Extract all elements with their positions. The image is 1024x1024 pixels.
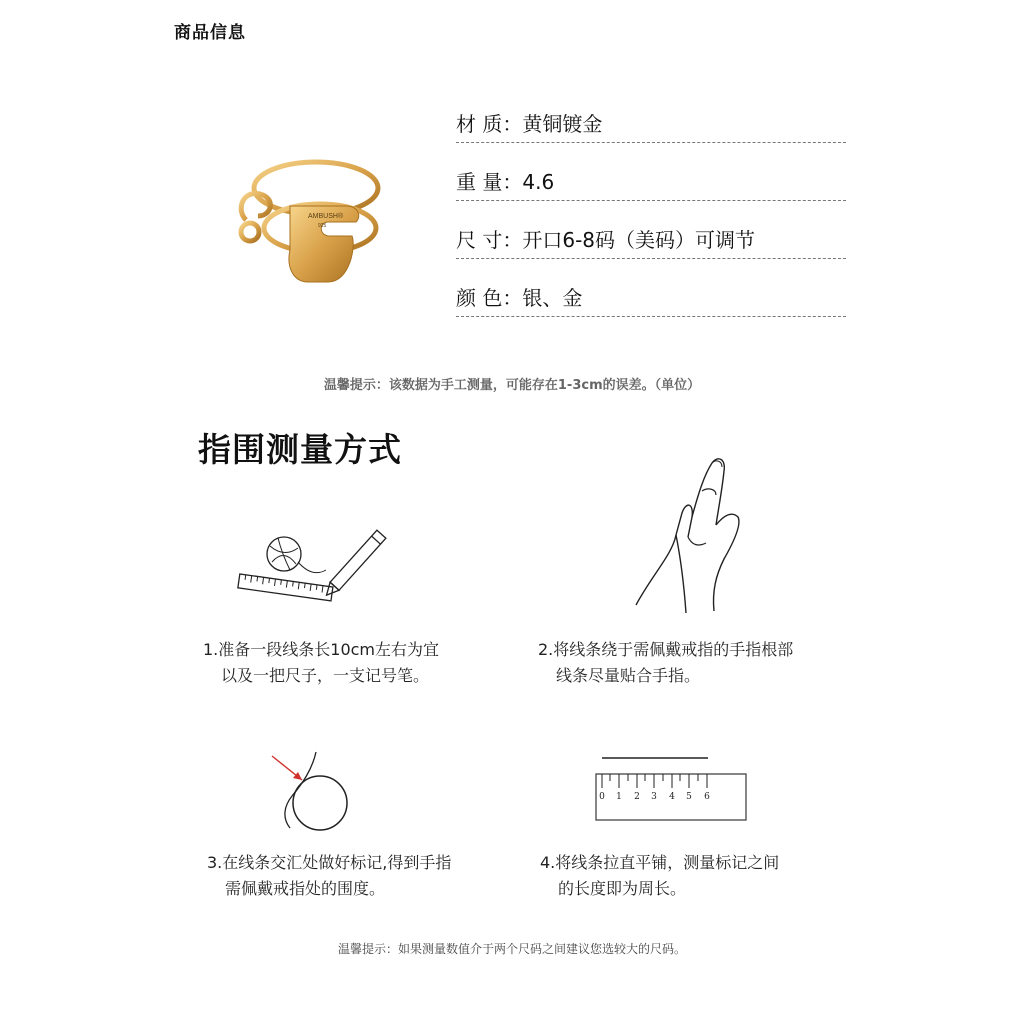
step-4 bbox=[540, 850, 779, 902]
thread-loop-icon bbox=[262, 748, 362, 838]
section-title: 指围测量方式 bbox=[198, 430, 402, 469]
ruler-tick-2: 2 bbox=[634, 792, 640, 802]
tip-size-advice: 温馨提示：如果测量数值介于两个尺码之间建议您选较大的尺码。 bbox=[337, 942, 686, 956]
ring-stamp: 925 bbox=[318, 223, 327, 229]
spec-label: 尺 寸： bbox=[456, 228, 523, 252]
step-2-line1: 2.将线条绕于需佩戴戒指的手指根部 bbox=[538, 640, 794, 659]
step-1 bbox=[203, 637, 439, 689]
yarn-ruler-pencil-icon bbox=[232, 518, 402, 618]
header-title: 商品信息 bbox=[174, 23, 246, 43]
hand-icon bbox=[632, 455, 752, 615]
spec-label: 材 质： bbox=[456, 112, 523, 136]
spec-material bbox=[456, 112, 846, 143]
ring-engraving: AMBUSH® bbox=[308, 213, 344, 220]
step-1-line2: 以及一把尺子，一支记号笔。 bbox=[221, 666, 430, 685]
step-4-line2: 的长度即为周长。 bbox=[558, 879, 687, 898]
ruler-icon bbox=[592, 752, 742, 824]
spec-value: 黄铜镀金 bbox=[522, 112, 603, 136]
spec-value: 4.6 bbox=[522, 170, 555, 194]
spec-color bbox=[456, 286, 846, 317]
ruler-tick-6: 6 bbox=[704, 792, 710, 802]
step-3 bbox=[207, 850, 451, 902]
pin-coil bbox=[241, 223, 259, 241]
spec-weight bbox=[456, 170, 846, 201]
ruler-tick-0: 0 bbox=[599, 792, 605, 802]
ruler-tick-5: 5 bbox=[686, 792, 692, 802]
ruler-tick-1: 1 bbox=[616, 792, 622, 802]
spec-label: 重 量： bbox=[456, 170, 523, 194]
step-3-line1: 3.在线条交汇处做好标记,得到手指 bbox=[207, 853, 452, 872]
step-3-line2: 需佩戴戒指处的围度。 bbox=[225, 879, 386, 898]
spec-value: 银、金 bbox=[522, 286, 583, 310]
spec-value: 开口6-8码（美码）可调节 bbox=[522, 228, 756, 252]
spec-size bbox=[456, 228, 846, 259]
tip-measurement-error: 温馨提示：该数据为手工测量，可能存在1-3cm的误差。（单位） bbox=[323, 378, 701, 393]
product-image bbox=[228, 150, 398, 300]
ruler-tick-3: 3 bbox=[651, 792, 657, 802]
step-2 bbox=[538, 637, 793, 689]
step-1-line1: 1.准备一段线条长10cm左右为宜 bbox=[203, 640, 440, 659]
step-2-line2: 线条尽量贴合手指。 bbox=[556, 666, 701, 685]
spec-label: 颜 色： bbox=[456, 286, 523, 310]
step-4-line1: 4.将线条拉直平铺，测量标记之间 bbox=[540, 853, 780, 872]
ruler-tick-4: 4 bbox=[669, 792, 675, 802]
